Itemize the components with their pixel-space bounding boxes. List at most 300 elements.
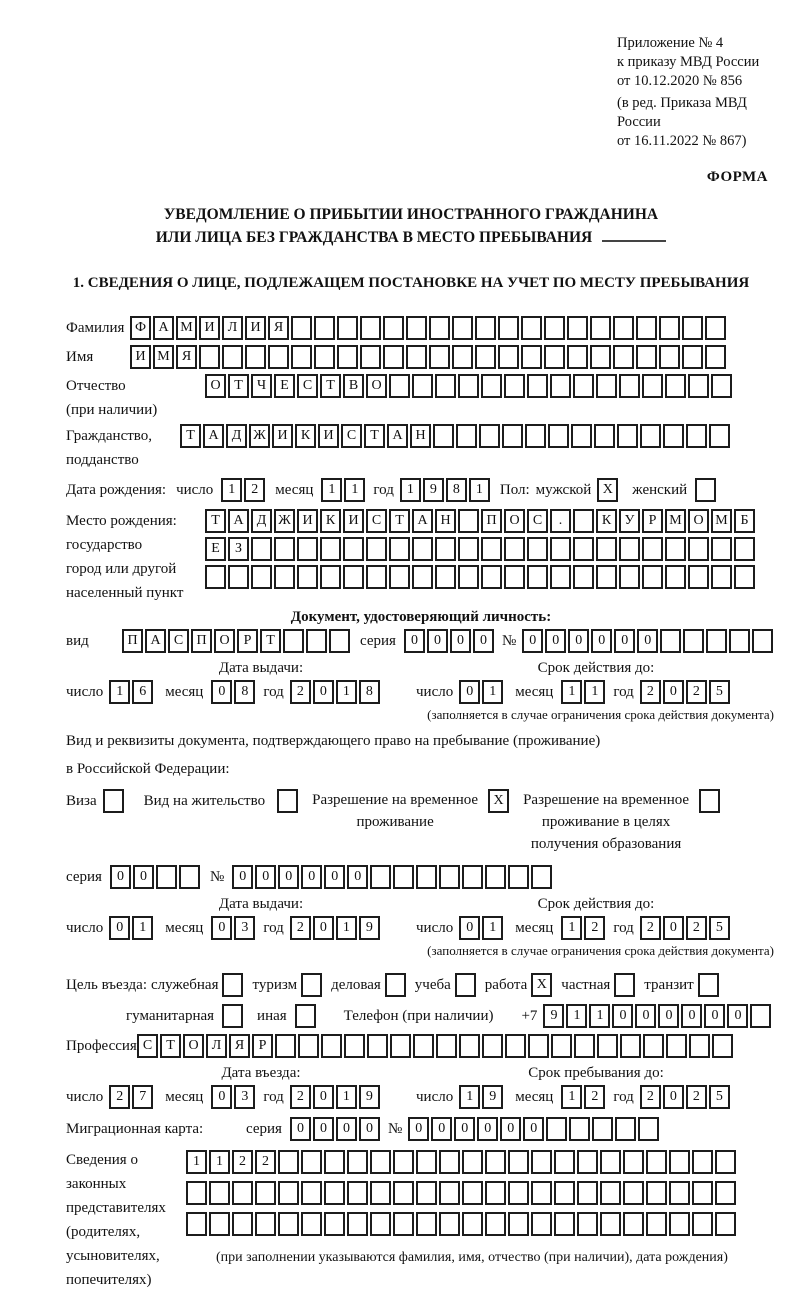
char-cell[interactable] xyxy=(370,1212,391,1236)
char-cell[interactable]: 0 xyxy=(211,916,232,940)
char-cell[interactable] xyxy=(692,1212,713,1236)
char-cell[interactable] xyxy=(479,424,500,448)
char-cell[interactable] xyxy=(344,1034,365,1058)
char-cell[interactable] xyxy=(752,629,773,653)
char-cell[interactable] xyxy=(439,865,460,889)
char-cell[interactable] xyxy=(577,1212,598,1236)
char-cell[interactable] xyxy=(619,565,640,589)
char-cell[interactable] xyxy=(324,1212,345,1236)
char-cell[interactable] xyxy=(485,1212,506,1236)
char-cell[interactable] xyxy=(646,1181,667,1205)
char-cell[interactable] xyxy=(715,1212,736,1236)
char-cell[interactable]: Т xyxy=(389,509,410,533)
char-cell[interactable] xyxy=(711,565,732,589)
char-cell[interactable] xyxy=(712,1034,733,1058)
char-cell[interactable]: 2 xyxy=(584,1085,605,1109)
char-cell[interactable]: М xyxy=(176,316,197,340)
char-cell[interactable]: 0 xyxy=(612,1004,633,1028)
char-cell[interactable] xyxy=(278,1212,299,1236)
char-cell[interactable]: Т xyxy=(260,629,281,653)
char-cell[interactable] xyxy=(544,316,565,340)
char-cell[interactable] xyxy=(590,316,611,340)
char-cell[interactable] xyxy=(592,1117,613,1141)
char-cell[interactable]: И xyxy=(130,345,151,369)
char-cell[interactable]: Т xyxy=(180,424,201,448)
char-cell[interactable]: К xyxy=(295,424,316,448)
char-cell[interactable] xyxy=(314,316,335,340)
char-cell[interactable]: 0 xyxy=(522,629,543,653)
char-cell[interactable] xyxy=(367,1034,388,1058)
char-cell[interactable]: 0 xyxy=(408,1117,429,1141)
char-cell[interactable]: Р xyxy=(642,509,663,533)
char-cell[interactable] xyxy=(669,1212,690,1236)
char-cell[interactable] xyxy=(393,1150,414,1174)
char-cell[interactable] xyxy=(554,1181,575,1205)
char-cell[interactable] xyxy=(462,865,483,889)
char-cell[interactable]: 9 xyxy=(543,1004,564,1028)
char-cell[interactable]: 2 xyxy=(290,680,311,704)
char-cell[interactable]: О xyxy=(504,509,525,533)
char-cell[interactable]: 5 xyxy=(709,1085,730,1109)
char-cell[interactable]: С xyxy=(297,374,318,398)
char-cell[interactable] xyxy=(521,345,542,369)
char-cell[interactable]: 2 xyxy=(640,1085,661,1109)
char-cell[interactable]: 1 xyxy=(482,680,503,704)
char-cell[interactable] xyxy=(393,865,414,889)
char-cell[interactable]: Ф xyxy=(130,316,151,340)
char-cell[interactable] xyxy=(571,424,592,448)
char-cell[interactable] xyxy=(383,316,404,340)
char-cell[interactable]: О xyxy=(366,374,387,398)
char-cell[interactable]: 0 xyxy=(427,629,448,653)
char-cell[interactable]: 8 xyxy=(446,478,467,502)
char-cell[interactable] xyxy=(347,1181,368,1205)
char-cell[interactable] xyxy=(531,1150,552,1174)
char-cell[interactable] xyxy=(682,345,703,369)
char-cell[interactable]: 5 xyxy=(709,916,730,940)
char-cell[interactable]: Я xyxy=(268,316,289,340)
char-cell[interactable] xyxy=(370,865,391,889)
char-cell[interactable] xyxy=(232,1181,253,1205)
purpose-tourism-checkbox[interactable] xyxy=(301,973,322,997)
char-cell[interactable]: 2 xyxy=(686,916,707,940)
char-cell[interactable] xyxy=(481,537,502,561)
char-cell[interactable]: 2 xyxy=(686,680,707,704)
char-cell[interactable] xyxy=(600,1181,621,1205)
char-cell[interactable] xyxy=(416,1181,437,1205)
char-cell[interactable] xyxy=(729,629,750,653)
char-cell[interactable]: 0 xyxy=(663,1085,684,1109)
char-cell[interactable]: 0 xyxy=(591,629,612,653)
char-cell[interactable] xyxy=(324,1181,345,1205)
char-cell[interactable] xyxy=(573,374,594,398)
char-cell[interactable] xyxy=(462,1212,483,1236)
char-cell[interactable] xyxy=(481,374,502,398)
char-cell[interactable]: 9 xyxy=(423,478,444,502)
char-cell[interactable] xyxy=(413,1034,434,1058)
char-cell[interactable]: 0 xyxy=(313,1085,334,1109)
char-cell[interactable]: 0 xyxy=(313,1117,334,1141)
char-cell[interactable] xyxy=(416,865,437,889)
char-cell[interactable] xyxy=(705,345,726,369)
char-cell[interactable] xyxy=(669,1150,690,1174)
char-cell[interactable] xyxy=(688,565,709,589)
char-cell[interactable]: Ч xyxy=(251,374,272,398)
char-cell[interactable]: 1 xyxy=(469,478,490,502)
char-cell[interactable]: Р xyxy=(237,629,258,653)
char-cell[interactable] xyxy=(475,345,496,369)
char-cell[interactable] xyxy=(179,865,200,889)
char-cell[interactable]: 2 xyxy=(290,916,311,940)
char-cell[interactable] xyxy=(646,1212,667,1236)
char-cell[interactable]: 0 xyxy=(450,629,471,653)
char-cell[interactable] xyxy=(324,1150,345,1174)
char-cell[interactable]: 1 xyxy=(221,478,242,502)
char-cell[interactable]: Е xyxy=(274,374,295,398)
char-cell[interactable] xyxy=(623,1212,644,1236)
char-cell[interactable]: М xyxy=(665,509,686,533)
char-cell[interactable]: 9 xyxy=(482,1085,503,1109)
char-cell[interactable] xyxy=(508,1181,529,1205)
char-cell[interactable]: Т xyxy=(160,1034,181,1058)
char-cell[interactable] xyxy=(255,1181,276,1205)
char-cell[interactable] xyxy=(550,374,571,398)
char-cell[interactable]: Т xyxy=(205,509,226,533)
char-cell[interactable]: 1 xyxy=(482,916,503,940)
char-cell[interactable] xyxy=(750,1004,771,1028)
char-cell[interactable] xyxy=(554,1212,575,1236)
char-cell[interactable]: 0 xyxy=(313,680,334,704)
char-cell[interactable]: 0 xyxy=(681,1004,702,1028)
char-cell[interactable] xyxy=(268,345,289,369)
char-cell[interactable]: 0 xyxy=(347,865,368,889)
char-cell[interactable] xyxy=(544,345,565,369)
char-cell[interactable]: 1 xyxy=(561,916,582,940)
char-cell[interactable] xyxy=(573,565,594,589)
char-cell[interactable] xyxy=(498,316,519,340)
char-cell[interactable] xyxy=(389,565,410,589)
char-cell[interactable] xyxy=(298,1034,319,1058)
char-cell[interactable] xyxy=(734,537,755,561)
char-cell[interactable] xyxy=(525,424,546,448)
char-cell[interactable]: И xyxy=(343,509,364,533)
char-cell[interactable] xyxy=(406,316,427,340)
char-cell[interactable] xyxy=(615,1117,636,1141)
char-cell[interactable] xyxy=(498,345,519,369)
char-cell[interactable] xyxy=(600,1150,621,1174)
char-cell[interactable]: 0 xyxy=(500,1117,521,1141)
char-cell[interactable]: 0 xyxy=(336,1117,357,1141)
char-cell[interactable] xyxy=(435,374,456,398)
char-cell[interactable] xyxy=(508,1150,529,1174)
char-cell[interactable] xyxy=(439,1181,460,1205)
char-cell[interactable] xyxy=(297,565,318,589)
char-cell[interactable] xyxy=(504,565,525,589)
char-cell[interactable]: К xyxy=(320,509,341,533)
char-cell[interactable] xyxy=(337,316,358,340)
char-cell[interactable]: 1 xyxy=(584,680,605,704)
char-cell[interactable] xyxy=(429,345,450,369)
char-cell[interactable] xyxy=(429,316,450,340)
char-cell[interactable] xyxy=(301,1212,322,1236)
char-cell[interactable] xyxy=(527,565,548,589)
char-cell[interactable]: С xyxy=(341,424,362,448)
char-cell[interactable] xyxy=(452,316,473,340)
char-cell[interactable] xyxy=(706,629,727,653)
char-cell[interactable] xyxy=(360,345,381,369)
char-cell[interactable] xyxy=(550,565,571,589)
char-cell[interactable] xyxy=(666,1034,687,1058)
char-cell[interactable] xyxy=(412,565,433,589)
char-cell[interactable]: А xyxy=(153,316,174,340)
char-cell[interactable]: 1 xyxy=(209,1150,230,1174)
char-cell[interactable] xyxy=(459,1034,480,1058)
char-cell[interactable] xyxy=(406,345,427,369)
char-cell[interactable] xyxy=(659,345,680,369)
sex-female-checkbox[interactable] xyxy=(695,478,716,502)
char-cell[interactable]: 0 xyxy=(568,629,589,653)
char-cell[interactable]: Ж xyxy=(274,509,295,533)
char-cell[interactable]: И xyxy=(272,424,293,448)
char-cell[interactable] xyxy=(439,1150,460,1174)
char-cell[interactable]: М xyxy=(711,509,732,533)
char-cell[interactable] xyxy=(567,316,588,340)
char-cell[interactable]: 0 xyxy=(359,1117,380,1141)
char-cell[interactable] xyxy=(485,865,506,889)
char-cell[interactable] xyxy=(504,374,525,398)
char-cell[interactable]: О xyxy=(688,509,709,533)
char-cell[interactable] xyxy=(508,1212,529,1236)
char-cell[interactable] xyxy=(504,537,525,561)
char-cell[interactable]: 0 xyxy=(473,629,494,653)
char-cell[interactable] xyxy=(528,1034,549,1058)
char-cell[interactable]: 0 xyxy=(523,1117,544,1141)
char-cell[interactable] xyxy=(688,537,709,561)
char-cell[interactable] xyxy=(527,537,548,561)
char-cell[interactable]: 0 xyxy=(324,865,345,889)
char-cell[interactable] xyxy=(527,374,548,398)
char-cell[interactable] xyxy=(475,316,496,340)
char-cell[interactable] xyxy=(343,537,364,561)
char-cell[interactable]: 2 xyxy=(686,1085,707,1109)
char-cell[interactable] xyxy=(505,1034,526,1058)
char-cell[interactable]: Р xyxy=(252,1034,273,1058)
char-cell[interactable] xyxy=(665,374,686,398)
char-cell[interactable] xyxy=(600,1212,621,1236)
char-cell[interactable]: Д xyxy=(251,509,272,533)
char-cell[interactable] xyxy=(683,629,704,653)
char-cell[interactable] xyxy=(343,565,364,589)
char-cell[interactable] xyxy=(416,1212,437,1236)
char-cell[interactable]: 2 xyxy=(255,1150,276,1174)
char-cell[interactable] xyxy=(435,537,456,561)
char-cell[interactable]: 0 xyxy=(658,1004,679,1028)
char-cell[interactable] xyxy=(594,424,615,448)
char-cell[interactable] xyxy=(366,537,387,561)
char-cell[interactable] xyxy=(502,424,523,448)
char-cell[interactable]: 1 xyxy=(566,1004,587,1028)
char-cell[interactable] xyxy=(623,1181,644,1205)
char-cell[interactable]: 0 xyxy=(704,1004,725,1028)
char-cell[interactable]: 1 xyxy=(186,1150,207,1174)
char-cell[interactable]: 0 xyxy=(110,865,131,889)
char-cell[interactable] xyxy=(596,537,617,561)
char-cell[interactable] xyxy=(186,1181,207,1205)
char-cell[interactable]: 1 xyxy=(336,916,357,940)
char-cell[interactable]: 1 xyxy=(109,680,130,704)
residence-permit-checkbox[interactable] xyxy=(277,789,298,813)
char-cell[interactable]: Т xyxy=(320,374,341,398)
char-cell[interactable]: 1 xyxy=(459,1085,480,1109)
char-cell[interactable] xyxy=(689,1034,710,1058)
char-cell[interactable] xyxy=(251,537,272,561)
char-cell[interactable] xyxy=(245,345,266,369)
char-cell[interactable] xyxy=(320,565,341,589)
char-cell[interactable] xyxy=(715,1181,736,1205)
sex-male-checkbox[interactable]: X xyxy=(597,478,618,502)
char-cell[interactable] xyxy=(577,1150,598,1174)
char-cell[interactable] xyxy=(521,316,542,340)
char-cell[interactable] xyxy=(682,316,703,340)
char-cell[interactable]: А xyxy=(145,629,166,653)
char-cell[interactable] xyxy=(337,345,358,369)
char-cell[interactable]: 0 xyxy=(727,1004,748,1028)
char-cell[interactable]: 1 xyxy=(344,478,365,502)
char-cell[interactable] xyxy=(642,374,663,398)
char-cell[interactable] xyxy=(205,565,226,589)
char-cell[interactable]: Л xyxy=(222,316,243,340)
char-cell[interactable]: 2 xyxy=(109,1085,130,1109)
char-cell[interactable]: И xyxy=(245,316,266,340)
char-cell[interactable] xyxy=(596,374,617,398)
edu-permit-checkbox[interactable] xyxy=(699,789,720,813)
char-cell[interactable]: Н xyxy=(410,424,431,448)
char-cell[interactable] xyxy=(435,565,456,589)
char-cell[interactable] xyxy=(567,345,588,369)
char-cell[interactable] xyxy=(291,345,312,369)
char-cell[interactable] xyxy=(199,345,220,369)
char-cell[interactable] xyxy=(734,565,755,589)
char-cell[interactable]: О xyxy=(183,1034,204,1058)
char-cell[interactable]: 8 xyxy=(234,680,255,704)
char-cell[interactable] xyxy=(393,1181,414,1205)
char-cell[interactable]: 0 xyxy=(431,1117,452,1141)
char-cell[interactable] xyxy=(156,865,177,889)
char-cell[interactable] xyxy=(642,537,663,561)
char-cell[interactable] xyxy=(636,316,657,340)
char-cell[interactable] xyxy=(688,374,709,398)
char-cell[interactable] xyxy=(416,1150,437,1174)
purpose-transit-checkbox[interactable] xyxy=(698,973,719,997)
char-cell[interactable] xyxy=(186,1212,207,1236)
char-cell[interactable] xyxy=(390,1034,411,1058)
char-cell[interactable] xyxy=(255,1212,276,1236)
char-cell[interactable]: 8 xyxy=(359,680,380,704)
char-cell[interactable]: 0 xyxy=(454,1117,475,1141)
char-cell[interactable]: П xyxy=(191,629,212,653)
purpose-other-checkbox[interactable] xyxy=(295,1004,316,1028)
char-cell[interactable] xyxy=(711,537,732,561)
char-cell[interactable] xyxy=(623,1150,644,1174)
char-cell[interactable]: А xyxy=(387,424,408,448)
char-cell[interactable] xyxy=(485,1181,506,1205)
char-cell[interactable]: О xyxy=(214,629,235,653)
char-cell[interactable] xyxy=(715,1150,736,1174)
char-cell[interactable]: 0 xyxy=(459,916,480,940)
char-cell[interactable]: П xyxy=(122,629,143,653)
char-cell[interactable]: Б xyxy=(734,509,755,533)
char-cell[interactable] xyxy=(458,565,479,589)
char-cell[interactable]: А xyxy=(228,509,249,533)
char-cell[interactable]: 1 xyxy=(336,680,357,704)
char-cell[interactable]: 0 xyxy=(663,916,684,940)
char-cell[interactable]: 1 xyxy=(400,478,421,502)
char-cell[interactable] xyxy=(389,537,410,561)
char-cell[interactable]: 1 xyxy=(589,1004,610,1028)
char-cell[interactable]: Т xyxy=(364,424,385,448)
purpose-study-checkbox[interactable] xyxy=(455,973,476,997)
char-cell[interactable] xyxy=(228,565,249,589)
purpose-commercial-checkbox[interactable] xyxy=(385,973,406,997)
char-cell[interactable] xyxy=(692,1181,713,1205)
char-cell[interactable] xyxy=(597,1034,618,1058)
char-cell[interactable]: 0 xyxy=(211,680,232,704)
char-cell[interactable]: 0 xyxy=(211,1085,232,1109)
char-cell[interactable] xyxy=(458,537,479,561)
char-cell[interactable] xyxy=(209,1212,230,1236)
char-cell[interactable] xyxy=(617,424,638,448)
char-cell[interactable]: 0 xyxy=(109,916,130,940)
char-cell[interactable]: 2 xyxy=(584,916,605,940)
char-cell[interactable] xyxy=(301,1181,322,1205)
char-cell[interactable]: П xyxy=(481,509,502,533)
char-cell[interactable]: И xyxy=(318,424,339,448)
char-cell[interactable] xyxy=(548,424,569,448)
char-cell[interactable] xyxy=(320,537,341,561)
char-cell[interactable]: И xyxy=(297,509,318,533)
char-cell[interactable]: С xyxy=(137,1034,158,1058)
char-cell[interactable] xyxy=(613,345,634,369)
char-cell[interactable] xyxy=(619,374,640,398)
char-cell[interactable] xyxy=(314,345,335,369)
char-cell[interactable]: А xyxy=(412,509,433,533)
char-cell[interactable]: 2 xyxy=(290,1085,311,1109)
char-cell[interactable]: 1 xyxy=(336,1085,357,1109)
char-cell[interactable]: Я xyxy=(176,345,197,369)
char-cell[interactable] xyxy=(709,424,730,448)
char-cell[interactable] xyxy=(462,1150,483,1174)
char-cell[interactable] xyxy=(665,565,686,589)
char-cell[interactable]: 0 xyxy=(404,629,425,653)
char-cell[interactable] xyxy=(573,537,594,561)
purpose-work-checkbox[interactable]: X xyxy=(531,973,552,997)
char-cell[interactable] xyxy=(347,1212,368,1236)
char-cell[interactable] xyxy=(551,1034,572,1058)
char-cell[interactable] xyxy=(439,1212,460,1236)
char-cell[interactable] xyxy=(638,1117,659,1141)
char-cell[interactable] xyxy=(665,537,686,561)
char-cell[interactable] xyxy=(458,374,479,398)
char-cell[interactable] xyxy=(620,1034,641,1058)
char-cell[interactable] xyxy=(590,345,611,369)
char-cell[interactable]: В xyxy=(343,374,364,398)
char-cell[interactable] xyxy=(209,1181,230,1205)
char-cell[interactable]: У xyxy=(619,509,640,533)
char-cell[interactable] xyxy=(550,537,571,561)
char-cell[interactable]: 0 xyxy=(663,680,684,704)
char-cell[interactable]: 0 xyxy=(255,865,276,889)
char-cell[interactable]: 0 xyxy=(301,865,322,889)
